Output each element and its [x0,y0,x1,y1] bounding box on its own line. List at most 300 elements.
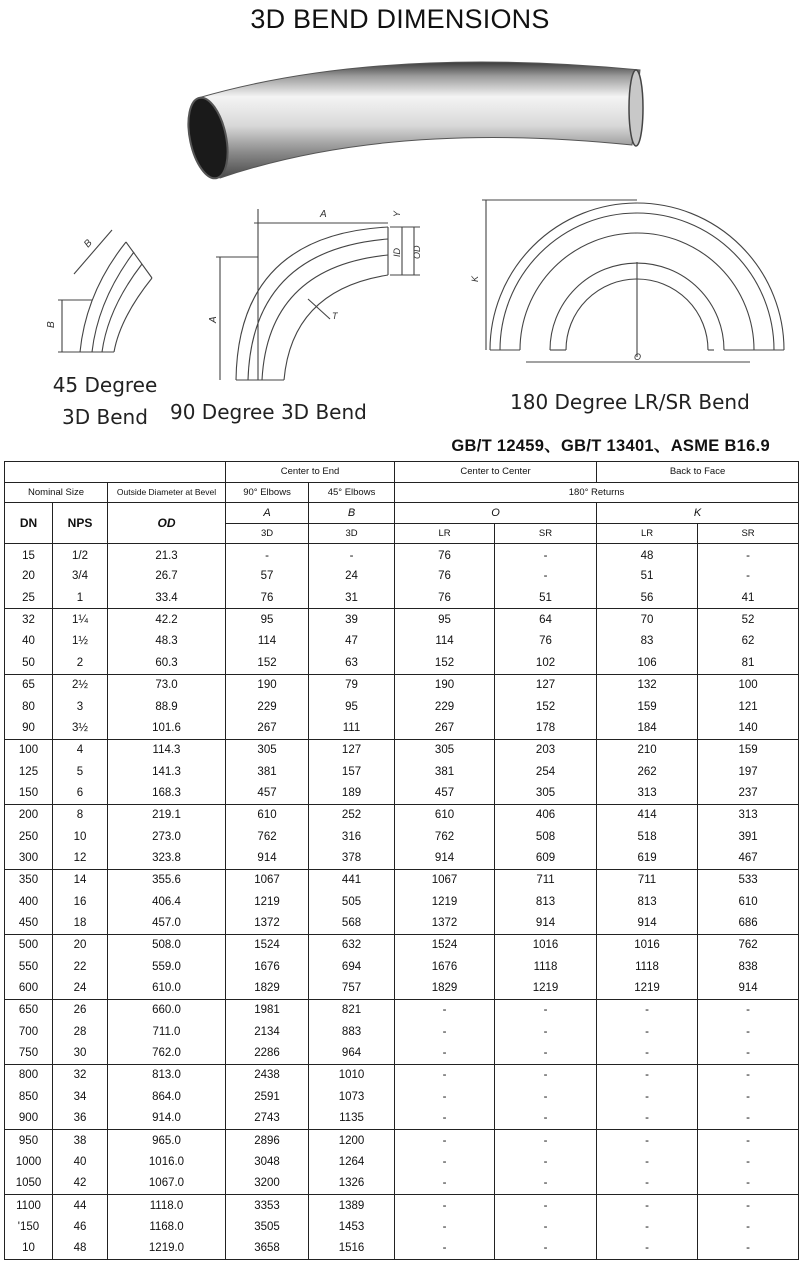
cell-o-lr: - [395,1173,495,1195]
cell-od: 1118.0 [108,1195,226,1217]
header-45-elbows: 45° Elbows [309,482,395,503]
table-row [5,761,799,783]
label-k: K [470,275,480,282]
cell-k-lr: 83 [597,631,698,653]
cell-o-sr: 127 [495,674,597,696]
cell-nps: 42 [53,1173,108,1195]
cell-od: 610.0 [108,978,226,1000]
cell-a-3d: 3658 [226,1238,309,1260]
cell-k-lr: - [597,1129,698,1151]
cell-k-sr: - [698,1021,799,1043]
cell-k-lr: 51 [597,566,698,588]
cell-o-lr: 914 [395,848,495,870]
label-o: O [634,352,642,362]
cell-nps: 20 [53,934,108,956]
cell-b-3d: - [309,544,395,566]
caption-45-line1: 45 Degree [52,373,158,397]
cell-dn: 10 [5,1238,53,1260]
cell-od: 48.3 [108,631,226,653]
cell-k-sr: - [698,1195,799,1217]
cell-dn: 250 [5,826,53,848]
cell-a-3d: 2743 [226,1108,309,1130]
cell-od: 88.9 [108,696,226,718]
cell-k-lr: 914 [597,913,698,935]
cell-k-lr: 132 [597,674,698,696]
cell-od: 762.0 [108,1043,226,1065]
cell-nps: 18 [53,913,108,935]
cell-b-3d: 47 [309,631,395,653]
cell-k-lr: - [597,1086,698,1108]
cell-a-3d: 95 [226,609,309,631]
cell-k-sr: 159 [698,739,799,761]
cell-o-lr: - [395,1021,495,1043]
table-row [5,696,799,718]
cell-k-lr: 56 [597,587,698,609]
cell-a-3d: 1981 [226,999,309,1021]
header-nominal-size: Nominal Size [5,482,108,503]
header-od: OD [108,503,226,544]
standards-reference: GB/T 12459、GB/T 13401、ASME B16.9 [451,437,770,455]
cell-k-lr: 1016 [597,934,698,956]
table-row [5,826,799,848]
label-a-top: A [320,209,327,220]
cell-a-3d: 1524 [226,934,309,956]
cell-a-3d: 229 [226,696,309,718]
cell-o-lr: 114 [395,631,495,653]
cell-dn: 700 [5,1021,53,1043]
cell-dn: 40 [5,631,53,653]
cell-nps: 26 [53,999,108,1021]
cell-dn: 650 [5,999,53,1021]
cell-o-sr: - [495,1129,597,1151]
cell-od: 323.8 [108,848,226,870]
cell-b-3d: 1135 [309,1108,395,1130]
header-3d-a: 3D [226,523,309,544]
cell-a-3d: 762 [226,826,309,848]
caption-90-degree: 90 Degree 3D Bend [170,400,367,424]
cell-nps: 46 [53,1216,108,1238]
cell-nps: 3/4 [53,566,108,588]
cell-o-sr: - [495,1108,597,1130]
cell-b-3d: 568 [309,913,395,935]
cell-o-sr: 406 [495,804,597,826]
cell-k-sr: - [698,1108,799,1130]
cell-dn: 200 [5,804,53,826]
cell-nps: 5 [53,761,108,783]
cell-nps: 6 [53,782,108,804]
cell-a-3d: 610 [226,804,309,826]
cell-od: 660.0 [108,999,226,1021]
cell-nps: 48 [53,1238,108,1260]
cell-o-sr: 203 [495,739,597,761]
header-sr-o: SR [495,523,597,544]
cell-o-sr: 305 [495,782,597,804]
cell-k-lr: - [597,1043,698,1065]
cell-k-sr: - [698,1064,799,1086]
cell-dn: 850 [5,1086,53,1108]
cell-b-3d: 883 [309,1021,395,1043]
caption-45-line2: 3D Bend [62,405,148,429]
cell-o-sr: 102 [495,652,597,674]
header-outside-diameter: Outside Diameter at Bevel [108,482,226,503]
header-90-elbows: 90° Elbows [226,482,309,503]
cell-nps: 12 [53,848,108,870]
cell-od: 101.6 [108,717,226,739]
cell-od: 60.3 [108,652,226,674]
cell-k-lr: 313 [597,782,698,804]
table-row [5,1086,799,1108]
cell-k-sr: 197 [698,761,799,783]
cell-k-sr: 838 [698,956,799,978]
cell-k-lr: - [597,1195,698,1217]
cell-o-lr: - [395,1195,495,1217]
cell-nps: 24 [53,978,108,1000]
cell-o-lr: 1829 [395,978,495,1000]
cell-nps: 1½ [53,631,108,653]
cell-o-lr: - [395,1064,495,1086]
cell-k-lr: 70 [597,609,698,631]
cell-k-sr: - [698,1216,799,1238]
cell-b-3d: 31 [309,587,395,609]
cell-o-sr: 1118 [495,956,597,978]
cell-a-3d: 114 [226,631,309,653]
header-nps: NPS [53,503,108,544]
page-title: 3D BEND DIMENSIONS [250,4,550,34]
cell-nps: 36 [53,1108,108,1130]
cell-dn: 100 [5,739,53,761]
cell-od: 559.0 [108,956,226,978]
cell-k-lr: 210 [597,739,698,761]
cell-b-3d: 79 [309,674,395,696]
cell-o-lr: - [395,999,495,1021]
cell-k-lr: 414 [597,804,698,826]
cell-dn: 90 [5,717,53,739]
cell-o-sr: - [495,1216,597,1238]
cell-o-lr: 76 [395,587,495,609]
cell-k-sr: 914 [698,978,799,1000]
cell-od: 1219.0 [108,1238,226,1260]
cell-k-lr: 159 [597,696,698,718]
header-back-to-face: Back to Face [597,462,799,483]
cell-k-sr: 121 [698,696,799,718]
cell-k-lr: - [597,1021,698,1043]
cell-dn: 750 [5,1043,53,1065]
cell-o-sr: 1016 [495,934,597,956]
table-row [5,1151,799,1173]
cell-od: 864.0 [108,1086,226,1108]
cell-o-sr: 609 [495,848,597,870]
cell-a-3d: 267 [226,717,309,739]
cell-nps: 3½ [53,717,108,739]
cell-dn: 125 [5,761,53,783]
cell-a-3d: 3353 [226,1195,309,1217]
cell-b-3d: 821 [309,999,395,1021]
table-row [5,869,799,891]
cell-a-3d: 914 [226,848,309,870]
cell-b-3d: 505 [309,891,395,913]
cell-o-sr: 76 [495,631,597,653]
cell-a-3d: 3505 [226,1216,309,1238]
table-row [5,1238,799,1260]
header-180-returns: 180° Returns [395,482,799,503]
cell-nps: 8 [53,804,108,826]
cell-a-3d: 57 [226,566,309,588]
cell-b-3d: 111 [309,717,395,739]
cell-k-sr: - [698,544,799,566]
cell-o-sr: - [495,1043,597,1065]
cell-o-sr: 64 [495,609,597,631]
table-row [5,1108,799,1130]
label-a-side: A [208,316,219,323]
cell-k-lr: - [597,1173,698,1195]
cell-k-sr: 81 [698,652,799,674]
cell-a-3d: 1676 [226,956,309,978]
cell-a-3d: 1372 [226,913,309,935]
cell-o-lr: 229 [395,696,495,718]
cell-b-3d: 24 [309,566,395,588]
table-row [5,782,799,804]
cell-o-sr: 914 [495,913,597,935]
cell-o-lr: 190 [395,674,495,696]
cell-b-3d: 1264 [309,1151,395,1173]
cell-nps: 38 [53,1129,108,1151]
diagram-180-degree-bend [462,192,792,374]
cell-od: 965.0 [108,1129,226,1151]
cell-k-sr: - [698,1151,799,1173]
cell-k-sr: - [698,1129,799,1151]
cell-od: 711.0 [108,1021,226,1043]
cell-a-3d: 2134 [226,1021,309,1043]
header-dn: DN [5,503,53,544]
cell-dn: '150 [5,1216,53,1238]
cell-k-sr: 41 [698,587,799,609]
cell-od: 73.0 [108,674,226,696]
cell-o-sr: - [495,1021,597,1043]
label-b-side: B [46,321,57,328]
header-symbol-k: K [597,503,799,524]
cell-b-3d: 441 [309,869,395,891]
cell-o-sr: 51 [495,587,597,609]
table-row [5,566,799,588]
cell-o-sr: 152 [495,696,597,718]
cell-k-sr: 533 [698,869,799,891]
cell-k-lr: 106 [597,652,698,674]
cell-nps: 1 [53,587,108,609]
cell-b-3d: 757 [309,978,395,1000]
cell-b-3d: 1516 [309,1238,395,1260]
cell-k-sr: 391 [698,826,799,848]
cell-a-3d: 2438 [226,1064,309,1086]
cell-dn: 150 [5,782,53,804]
cell-o-lr: 1372 [395,913,495,935]
cell-o-lr: 381 [395,761,495,783]
cell-nps: 4 [53,739,108,761]
cell-od: 1168.0 [108,1216,226,1238]
cell-k-sr: - [698,1238,799,1260]
cell-dn: 800 [5,1064,53,1086]
cell-o-lr: - [395,1151,495,1173]
cell-dn: 80 [5,696,53,718]
cell-od: 1016.0 [108,1151,226,1173]
diagram-45-degree-bend [48,222,160,357]
table-row [5,739,799,761]
cell-a-3d: 1067 [226,869,309,891]
cell-o-lr: 95 [395,609,495,631]
cell-od: 114.3 [108,739,226,761]
table-row [5,848,799,870]
header-symbol-a: A [226,503,309,524]
cell-o-lr: 1524 [395,934,495,956]
table-row [5,1173,799,1195]
cell-k-lr: 518 [597,826,698,848]
cell-od: 33.4 [108,587,226,609]
header-center-to-center: Center to Center [395,462,597,483]
label-id: ID [392,248,402,257]
cell-nps: 40 [53,1151,108,1173]
cell-dn: 65 [5,674,53,696]
cell-o-lr: 1067 [395,869,495,891]
cell-k-sr: - [698,1043,799,1065]
cell-o-sr: - [495,1238,597,1260]
cell-k-sr: - [698,566,799,588]
cell-b-3d: 1010 [309,1064,395,1086]
cell-o-lr: 1219 [395,891,495,913]
cell-b-3d: 1200 [309,1129,395,1151]
table-row [5,544,799,566]
label-b-top: B [82,237,95,251]
cell-o-sr: 813 [495,891,597,913]
cell-b-3d: 252 [309,804,395,826]
cell-o-lr: 152 [395,652,495,674]
cell-o-sr: - [495,1173,597,1195]
cell-nps: 30 [53,1043,108,1065]
cell-b-3d: 694 [309,956,395,978]
table-row [5,631,799,653]
cell-k-lr: - [597,1064,698,1086]
cell-dn: 350 [5,869,53,891]
cell-b-3d: 1453 [309,1216,395,1238]
cell-dn: 15 [5,544,53,566]
cell-a-3d: 190 [226,674,309,696]
cell-od: 42.2 [108,609,226,631]
cell-od: 508.0 [108,934,226,956]
cell-o-lr: - [395,1238,495,1260]
dimensions-table [4,461,799,1260]
cell-o-sr: - [495,544,597,566]
cell-a-3d: 381 [226,761,309,783]
cell-nps: 3 [53,696,108,718]
cell-a-3d: 152 [226,652,309,674]
cell-k-sr: 52 [698,609,799,631]
header-symbol-o: O [395,503,597,524]
cell-a-3d: 305 [226,739,309,761]
cell-b-3d: 1073 [309,1086,395,1108]
cell-b-3d: 157 [309,761,395,783]
cell-o-sr: - [495,1195,597,1217]
cell-a-3d: 76 [226,587,309,609]
cell-od: 219.1 [108,804,226,826]
cell-o-lr: 1676 [395,956,495,978]
cell-o-lr: 267 [395,717,495,739]
cell-dn: 50 [5,652,53,674]
cell-nps: 32 [53,1064,108,1086]
table-row [5,1195,799,1217]
cell-b-3d: 189 [309,782,395,804]
cell-dn: 20 [5,566,53,588]
table-row [5,717,799,739]
table-row [5,1043,799,1065]
diagram-90-degree-bend [208,195,443,385]
caption-180-degree: 180 Degree LR/SR Bend [510,390,750,414]
cell-k-lr: - [597,1216,698,1238]
cell-a-3d: 1219 [226,891,309,913]
table-row [5,674,799,696]
cell-o-sr: 1219 [495,978,597,1000]
cell-k-sr: 237 [698,782,799,804]
cell-o-sr: - [495,1064,597,1086]
cell-k-sr: - [698,1086,799,1108]
cell-k-sr: - [698,1173,799,1195]
cell-nps: 2½ [53,674,108,696]
cell-o-lr: 305 [395,739,495,761]
cell-dn: 950 [5,1129,53,1151]
cell-od: 813.0 [108,1064,226,1086]
cell-a-3d: 2286 [226,1043,309,1065]
table-row [5,978,799,1000]
cell-b-3d: 39 [309,609,395,631]
cell-k-lr: 619 [597,848,698,870]
cell-o-lr: 457 [395,782,495,804]
cell-k-lr: 1118 [597,956,698,978]
table-row [5,652,799,674]
caption-45-degree [40,369,170,433]
cell-k-sr: 467 [698,848,799,870]
cell-a-3d: 2591 [226,1086,309,1108]
cell-od: 141.3 [108,761,226,783]
cell-b-3d: 127 [309,739,395,761]
cell-o-lr: - [395,1043,495,1065]
cell-dn: 32 [5,609,53,631]
cell-dn: 900 [5,1108,53,1130]
cell-a-3d: 3048 [226,1151,309,1173]
cell-od: 26.7 [108,566,226,588]
cell-k-sr: 140 [698,717,799,739]
cell-k-sr: 762 [698,934,799,956]
table-row [5,804,799,826]
header-center-to-end: Center to End [226,462,395,483]
header-sr-k: SR [698,523,799,544]
table-body [5,544,799,1260]
cell-k-sr: 686 [698,913,799,935]
header-lr-o: LR [395,523,495,544]
cell-k-lr: 1219 [597,978,698,1000]
cell-a-3d: 1829 [226,978,309,1000]
cell-od: 406.4 [108,891,226,913]
cell-nps: 10 [53,826,108,848]
cell-b-3d: 632 [309,934,395,956]
cell-o-lr: - [395,1129,495,1151]
cell-k-sr: - [698,999,799,1021]
cell-k-sr: 313 [698,804,799,826]
cell-nps: 14 [53,869,108,891]
cell-k-lr: 711 [597,869,698,891]
cell-od: 21.3 [108,544,226,566]
cell-nps: 22 [53,956,108,978]
cell-k-sr: 100 [698,674,799,696]
table-row [5,999,799,1021]
cell-o-sr: 178 [495,717,597,739]
cell-o-lr: - [395,1108,495,1130]
